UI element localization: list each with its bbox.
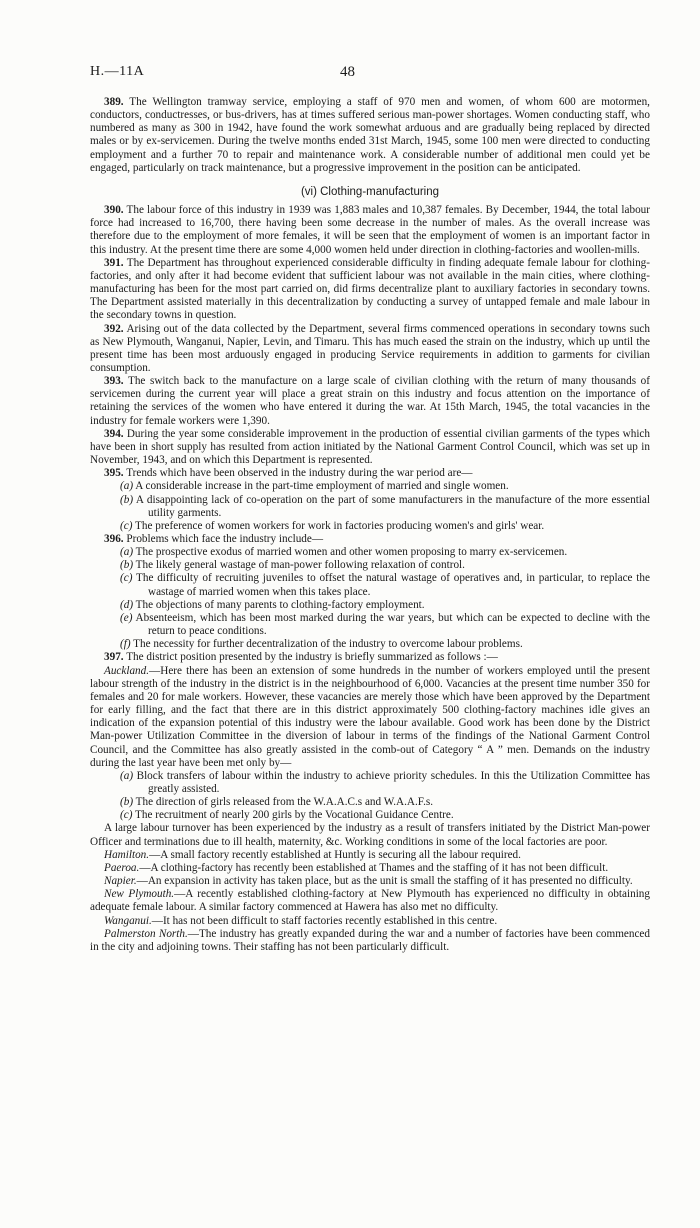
item-label: (f) xyxy=(120,638,131,651)
page-number: 48 xyxy=(340,64,355,80)
district-paeroa xyxy=(90,862,650,875)
paragraph-number: 391. xyxy=(104,256,124,269)
list-item xyxy=(90,599,650,612)
item-text: The recruitment of nearly 200 girls by the Vocational Guidance Centre. xyxy=(135,809,454,822)
district-name: New Plymouth. xyxy=(104,888,175,901)
page-header xyxy=(90,64,645,84)
item-label: (b) xyxy=(120,796,134,809)
list-item xyxy=(90,770,650,796)
list-item xyxy=(90,520,650,533)
item-label: (b) xyxy=(120,493,134,506)
paragraph-397 xyxy=(90,651,650,664)
list-item xyxy=(90,494,650,520)
turnover-paragraph: A large labour turnover has been experienced by the industry as a result of transfers initiated by the District Man-power Officer and terminations due to ill health, maternity, &c. Working conditions in some of the local factories are poor. xyxy=(90,822,650,848)
item-label: (c) xyxy=(120,572,133,585)
paragraph-396 xyxy=(90,533,650,546)
item-text: A disappointing lack of co-operation on the part of some manufacturers in the manufacture of the more essential utility garments. xyxy=(135,493,650,519)
paragraph-text: The district position presented by the industry is briefly summarized as follows :— xyxy=(126,651,498,664)
item-label: (a) xyxy=(120,480,134,493)
district-napier xyxy=(90,875,650,888)
paragraph-390 xyxy=(90,204,650,257)
paragraph-394 xyxy=(90,428,650,467)
district-wanganui xyxy=(90,915,650,928)
item-label: (d) xyxy=(120,598,134,611)
paragraph-391 xyxy=(90,257,650,323)
item-label: (b) xyxy=(120,559,134,572)
paragraph-number: 392. xyxy=(104,322,124,335)
list-item xyxy=(90,572,650,598)
item-text: Block transfers of labour within the industry to achieve priority schedules. In this the Utilization Committee has greatly assisted. xyxy=(136,769,650,795)
paragraph-number: 390. xyxy=(104,204,124,217)
document-body xyxy=(90,96,650,954)
item-label: (a) xyxy=(120,546,134,559)
paragraph-text: The Wellington tramway service, employing a staff of 970 men and women, of whom 600 are motormen, conductors, conductresses, or bus-drivers, has at times suffered serious man-power shortages. Women conducting staff, who numbered as many as 300 in 1942, have found the work somewhat arduous and are gradually being replaced by directed males or by ex-servicemen. During the twelve months ended 31st March, 1945, some 100 men were directed to conducting employment and a further 70 to repair and maintenance work. A considerable number of additional men could yet be engaged, particularly on track maintenance, but a progressive improvement in the position can be anticipated. xyxy=(90,96,650,174)
item-label: (c) xyxy=(120,519,133,532)
paragraph-393 xyxy=(90,375,650,428)
item-text: Absenteeism, which has been most marked during the war years, but which can be expected to decline with the return to peace conditions. xyxy=(135,611,651,638)
section-heading: (vi) Clothing-manufacturing xyxy=(300,185,440,198)
paragraph-395 xyxy=(90,467,650,480)
district-text: —A clothing-factory has recently been established at Thames and the staffing of it has not been difficult. xyxy=(139,861,609,874)
paragraph-text: Arising out of the data collected by the Department, several firms commenced operations in secondary towns such as New Plymouth, Wanganui, Napier, Levin, and Timaru. This has much eased the strain on the industry, which up until the present time has been most arduously engaged in producing Service requirements in addition to garments for civilian consumption. xyxy=(90,322,650,374)
district-text: —A small factory recently established at Huntly is securing all the labour required. xyxy=(149,848,521,861)
paragraph-text: Problems which face the industry include— xyxy=(126,533,324,545)
paragraph-text: The Department has throughout experienced considerable difficulty in finding adequate female labour for clothing-factories, and only after it had become evident that sufficient labour was not available in the main cities, where clothing-manufacturing has been for the most part carried on, did firms decentralize plant to auxiliary factories in secondary towns. The Department assisted materially in this decentralization by conducting a survey of untapped female and male labour in the secondary towns in question. xyxy=(90,256,650,322)
paragraph-number: 395. xyxy=(104,467,124,480)
item-text: A considerable increase in the part-time employment of married and single women. xyxy=(135,480,509,493)
paragraph-number: 396. xyxy=(104,533,124,545)
list-item xyxy=(90,809,650,822)
district-name: Napier. xyxy=(104,875,137,888)
list-item xyxy=(90,612,650,638)
item-text: The direction of girls released from the W.A.A.C.s and W.A.A.F.s. xyxy=(135,796,434,809)
district-name: Paeroa. xyxy=(104,861,140,874)
paragraph-392 xyxy=(90,323,650,376)
district-text: —It has not been difficult to staff factories recently established in this centre. xyxy=(151,914,498,927)
paragraph-number: 397. xyxy=(104,651,124,664)
item-label: (a) xyxy=(120,769,134,782)
district-name: Palmerston North. xyxy=(104,927,188,940)
item-text: The difficulty of recruiting juveniles to offset the natural wastage of operatives and, in particular, to replace the wastage of married women when this takes place. xyxy=(136,572,650,598)
paragraph-389 xyxy=(90,96,650,175)
paragraph-number: 393. xyxy=(104,375,124,388)
item-text: The prospective exodus of married women and other women proposing to marry ex-servicemen. xyxy=(135,546,568,559)
list-item xyxy=(90,796,650,809)
district-new-plymouth xyxy=(90,888,650,914)
district-name: Wanganui. xyxy=(104,914,152,927)
district-text: —Here there has been an extension of some hundreds in the number of workers employed until the present labour strength of the industry in the district is in the neighbourhood of 6,000. Vacancies at the present time number 350 for females and 20 for male workers. However, these vacancies are merely those which have been approved by the Department for early filling, and the fact that there are in this district approximately 500 clothing-factory machines idle gives an indication of the expansion potential of this industry were the labour available. Good work has been done by the District Man-power Utilization Committee in the diversion of labour in terms of the findings of the National Garment Control Council, and the Committee has also greatly assisted in the comb-out of Category “ A ” men. Demands on the industry during the last year have been met only by— xyxy=(90,664,650,769)
paragraph-number: 394. xyxy=(104,427,124,440)
item-text: The preference of women workers for work in factories producing women's and girls' wear. xyxy=(135,519,545,532)
report-code: H.—11A xyxy=(90,64,145,79)
district-palmerston-north xyxy=(90,928,650,954)
item-text: The likely general wastage of man-power following relaxation of control. xyxy=(135,559,465,572)
paragraph-text: During the year some considerable improvement in the production of essential civilian garments of the types which have been in short supply has resulted from action initiated by the National Garment Control Council, which was set up in November, 1943, and on which this Department is represented. xyxy=(90,427,650,467)
district-text: —A recently established clothing-factory at New Plymouth has experienced no difficulty in obtaining adequate female labour. A similar factory commenced at Hawera has also met no difficulty. xyxy=(90,888,650,914)
paragraph-text: The switch back to the manufacture on a large scale of civilian clothing with the return of many thousands of servicemen during the current year will place a great strain on this industry and focus attention on the importance of retaining the services of the women who have entered it during the war. At 15th March, 1945, the total vacancies in the industry for female workers were 1,390. xyxy=(90,375,650,427)
item-text: The necessity for further decentralization of the industry to overcome labour problems. xyxy=(133,638,523,651)
paragraph-number: 389. xyxy=(104,96,124,108)
district-text: —An expansion in activity has taken place, but as the unit is small the staffing of it has presented no difficulty. xyxy=(136,875,633,888)
district-text: —The industry has greatly expanded during the war and a number of factories have been commenced in the city and adjoining towns. Their staffing has not been particularly difficult. xyxy=(90,927,650,953)
district-hamilton xyxy=(90,849,650,862)
list-item xyxy=(90,638,650,651)
list-item xyxy=(90,480,650,493)
paragraph-text: The labour force of this industry in 1939 was 1,883 males and 10,387 females. By December, 1944, the total labour force had increased to 16,700, there having been some decrease in the number of males. As the overall increase was therefore due to the employment of more females, it will be seen that the employment of women is an important factor in this industry. At the present time there are some 4,000 women held under direction in clothing-factories and woollen-mills. xyxy=(90,204,650,256)
district-name: Auckland. xyxy=(104,664,150,677)
list-item xyxy=(90,559,650,572)
list-item xyxy=(90,546,650,559)
district-name: Hamilton. xyxy=(104,848,150,861)
item-label: (e) xyxy=(120,611,133,624)
item-text: The objections of many parents to clothing-factory employment. xyxy=(135,598,425,611)
paragraph-text: Trends which have been observed in the industry during the war period are— xyxy=(126,467,473,480)
district-auckland xyxy=(90,665,650,770)
item-label: (c) xyxy=(120,809,133,822)
